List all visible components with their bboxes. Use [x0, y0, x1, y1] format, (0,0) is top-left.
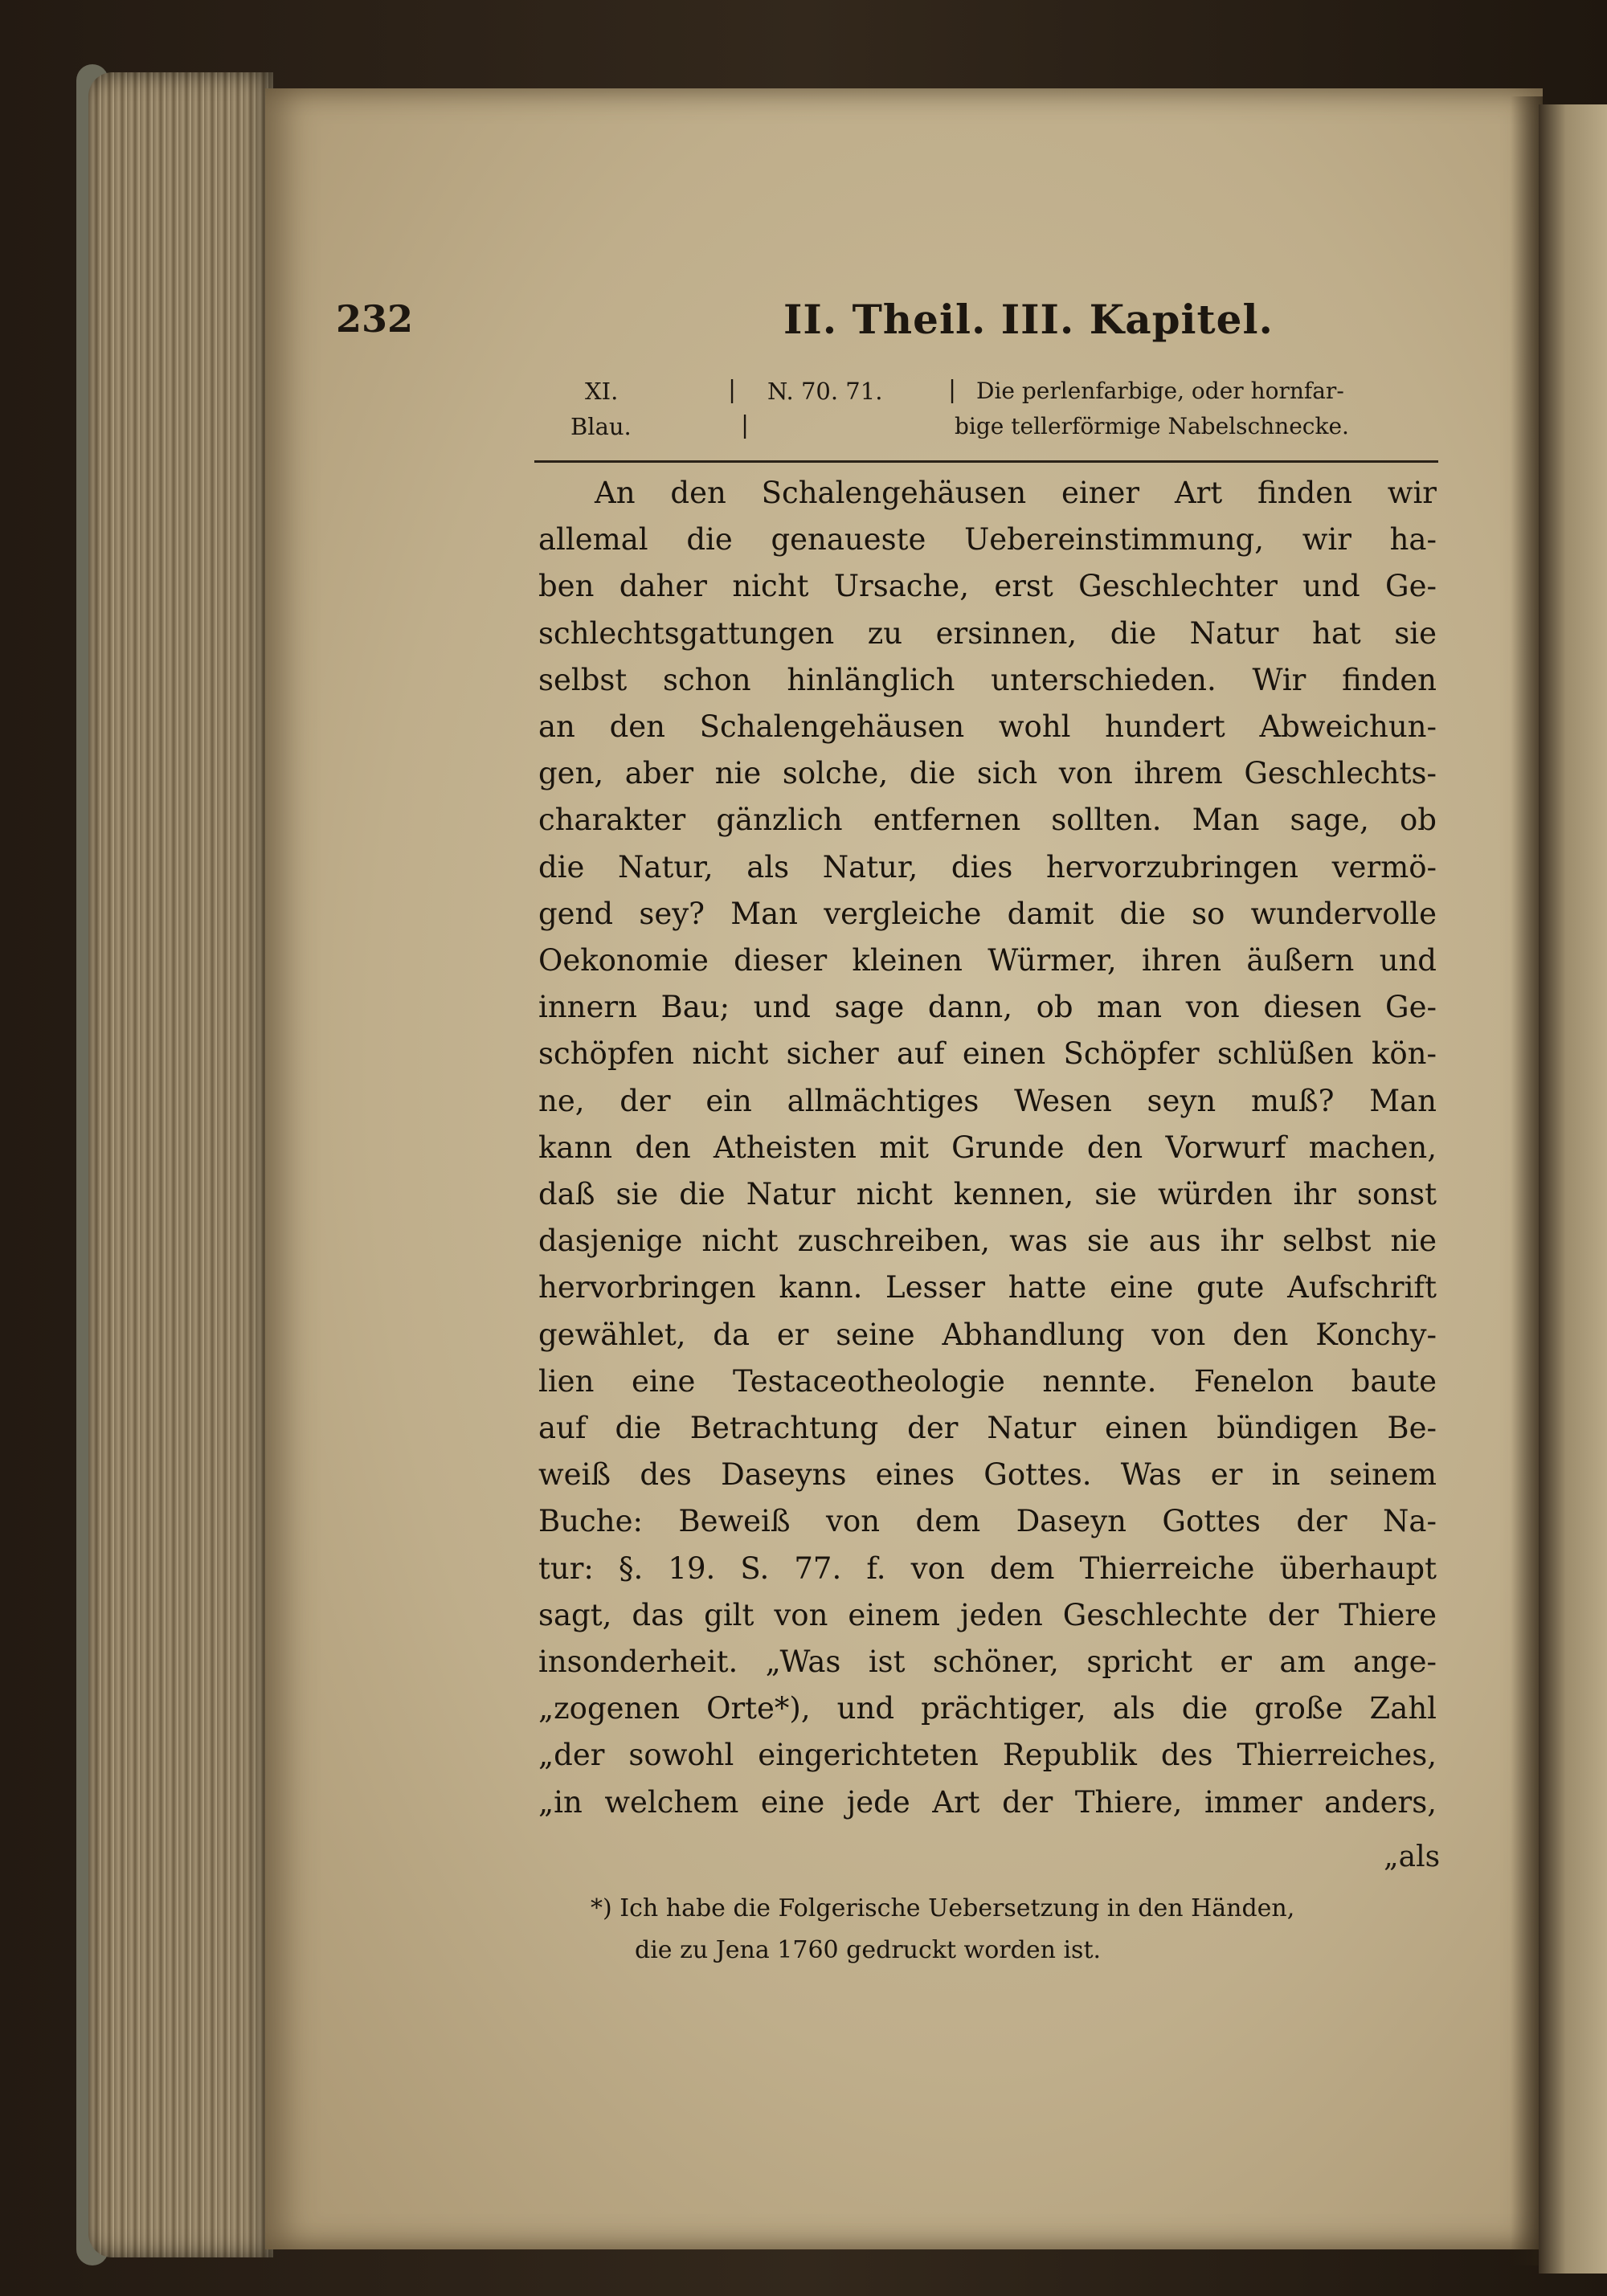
body-line: hervorbringen kann. Lesser hatte eine gute Aufschrift [538, 1270, 1437, 1305]
body-line: An den Schalengehäusen einer Art finden wir [595, 476, 1437, 510]
body-line: charakter gänzlich entfernen sollten. Man sage, ob [538, 803, 1437, 838]
table-separator: | [741, 411, 750, 439]
body-line: „zogenen Orte*), und prächtiger, als die große Zahl [538, 1691, 1437, 1726]
table-separator: | [948, 376, 957, 404]
body-line: gewählet, da er seine Abhandlung von den Konchy- [538, 1317, 1437, 1352]
body-line: schlechtsgattungen zu ersinnen, die Natur hat sie [538, 615, 1437, 651]
table-separator: | [728, 376, 737, 404]
table-rule [534, 460, 1438, 463]
body-line: „der sowohl eingerichteten Republik des Thierreiches, [538, 1738, 1437, 1773]
body-line: Buche: Beweiß von dem Daseyn Gottes der Na- [538, 1504, 1437, 1539]
body-line: tur: §. 19. S. 77. f. von dem Thierreiche überhaupt [538, 1550, 1437, 1586]
table-cell-color: Blau. [570, 413, 632, 440]
footnote-line: die zu Jena 1760 gedruckt worden ist. [635, 1936, 1102, 1964]
page-gutter-shadow [1511, 96, 1543, 2265]
page-number: 232 [336, 297, 414, 341]
table-cell-description: Die perlenfarbige, oder hornfar- [976, 378, 1344, 404]
body-line: an den Schalengehäusen wohl hundert Abweichun- [538, 709, 1437, 744]
table-cell-class: XI. [585, 378, 619, 405]
catchword: „als [1384, 1840, 1441, 1873]
book-page [265, 88, 1543, 2249]
body-line: gen, aber nie solche, die sich von ihrem Geschlechts- [538, 756, 1437, 791]
table-cell-numbers: N. 70. 71. [767, 378, 883, 405]
running-title: II. Theil. III. Kapitel. [783, 296, 1274, 343]
table-cell-description: bige tellerförmige Nabelschnecke. [955, 413, 1349, 439]
body-line: die Natur, als Natur, dies hervorzubringen vermö- [538, 849, 1437, 884]
body-line: allemal die genaueste Uebereinstimmung, wir ha- [538, 522, 1437, 558]
body-line: innern Bau; und sage dann, ob man von diesen Ge- [538, 990, 1437, 1025]
body-line: insonderheit. „Was ist schöner, spricht er am ange- [538, 1644, 1437, 1679]
body-line: auf die Betrachtung der Natur einen bündigen Be- [538, 1411, 1437, 1445]
body-line: sagt, das gilt von einem jeden Geschlechte der Thiere [538, 1597, 1437, 1632]
body-line: dasjenige nicht zuschreiben, was sie aus ihr selbst nie [538, 1224, 1437, 1259]
body-line: schöpfen nicht sicher auf einen Schöpfer schlüßen kön- [538, 1036, 1437, 1072]
body-line: „in welchem eine jede Art der Thiere, immer anders, [538, 1784, 1437, 1820]
body-line: lien eine Testaceotheologie nennte. Fenelon baute [538, 1363, 1437, 1399]
page-block-edge [88, 72, 273, 2257]
body-line: ne, der ein allmächtiges Wesen seyn muß? Man [538, 1083, 1437, 1118]
body-line: gend sey? Man vergleiche damit die so wundervolle [538, 896, 1437, 931]
body-line: Oekonomie dieser kleinen Würmer, ihren äußern und [538, 943, 1437, 978]
body-line: selbst schon hinlänglich unterschieden. Wir finden [538, 662, 1437, 697]
body-line: ben daher nicht Ursache, erst Geschlechter und Ge- [538, 569, 1437, 604]
body-line: daß sie die Natur nicht kennen, sie würden ihr sonst [538, 1177, 1437, 1211]
body-line: kann den Atheisten mit Grunde den Vorwurf machen, [538, 1130, 1437, 1165]
footnote-line: *) Ich habe die Folgerische Uebersetzung in den Händen, [591, 1894, 1295, 1922]
facing-page-edge [1539, 104, 1607, 2274]
body-line: weiß des Daseyns eines Gottes. Was er in seinem [538, 1457, 1437, 1493]
